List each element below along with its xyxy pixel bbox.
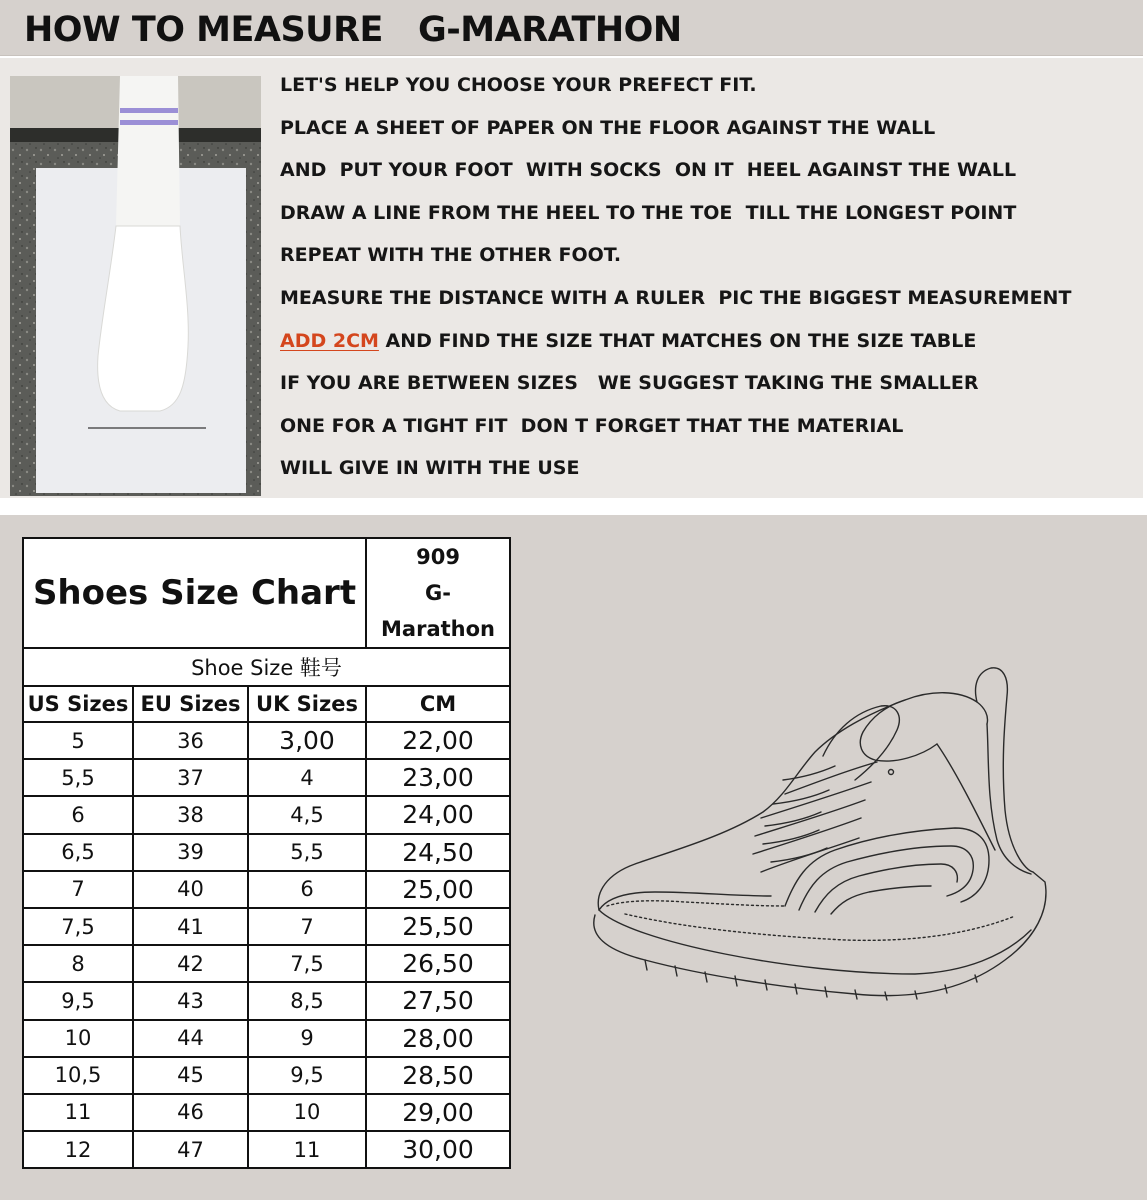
instruction-line: LET'S HELP YOU CHOOSE YOUR PREFECT FIT. <box>280 74 757 96</box>
instruction-line: REPEAT WITH THE OTHER FOOT. <box>280 244 622 267</box>
model-number: 909 <box>416 545 460 569</box>
column-header-uk: UK Sizes <box>248 686 366 722</box>
cm-size: 24,00 <box>366 796 510 833</box>
cm-size: 28,00 <box>366 1020 510 1057</box>
table-row <box>23 1057 510 1094</box>
us-size: 9,5 <box>23 982 133 1019</box>
column-header-cm: CM <box>366 686 510 722</box>
eu-size: 38 <box>133 796 248 833</box>
eu-size: 46 <box>133 1094 248 1131</box>
table-row <box>23 759 510 796</box>
instruction-line: DRAW A LINE FROM THE HEEL TO THE TOE TILL THE LONGEST POINT <box>280 201 1017 224</box>
uk-size: 3,00 <box>248 722 366 759</box>
eu-size: 44 <box>133 1020 248 1057</box>
uk-size: 9 <box>248 1020 366 1057</box>
cm-size: 29,00 <box>366 1094 510 1131</box>
instruction-text <box>280 72 1140 498</box>
cm-size: 23,00 <box>366 759 510 796</box>
uk-size: 10 <box>248 1094 366 1131</box>
us-size: 10 <box>23 1020 133 1057</box>
cm-size: 24,50 <box>366 834 510 871</box>
uk-size: 7,5 <box>248 945 366 982</box>
foot-on-paper-photo <box>10 76 261 496</box>
cm-size: 25,00 <box>366 871 510 908</box>
us-size: 7 <box>23 871 133 908</box>
eu-size: 45 <box>133 1057 248 1094</box>
table-row <box>23 1131 510 1168</box>
sneaker-line-drawing <box>585 660 1055 1020</box>
cm-size: 25,50 <box>366 908 510 945</box>
uk-size: 5,5 <box>248 834 366 871</box>
uk-size: 6 <box>248 871 366 908</box>
us-size: 8 <box>23 945 133 982</box>
model-name-2: Marathon <box>381 617 495 641</box>
eu-size: 39 <box>133 834 248 871</box>
cm-size: 26,50 <box>366 945 510 982</box>
uk-size: 4 <box>248 759 366 796</box>
table-row <box>23 871 510 908</box>
cm-size: 27,50 <box>366 982 510 1019</box>
us-size: 10,5 <box>23 1057 133 1094</box>
column-header-eu: EU Sizes <box>133 686 248 722</box>
instruction-line: IF YOU ARE BETWEEN SIZES WE SUGGEST TAKING THE SMALLER <box>280 372 979 395</box>
us-size: 7,5 <box>23 908 133 945</box>
instructions-panel <box>0 58 1143 498</box>
us-size: 5,5 <box>23 759 133 796</box>
us-size: 12 <box>23 1131 133 1168</box>
cm-size: 28,50 <box>366 1057 510 1094</box>
instruction-line <box>280 328 1140 371</box>
add-2cm-highlight: ADD 2CM <box>280 329 379 352</box>
uk-size: 8,5 <box>248 982 366 1019</box>
uk-size: 11 <box>248 1131 366 1168</box>
table-row <box>23 722 510 759</box>
shoe-size-subtitle: Shoe Size 鞋号 <box>23 648 510 686</box>
cm-size: 30,00 <box>366 1131 510 1168</box>
table-row <box>23 796 510 833</box>
table-row <box>23 1020 510 1057</box>
instruction-line-rest: AND FIND THE SIZE THAT MATCHES ON THE SIZE TABLE <box>378 329 977 352</box>
instruction-line: WILL GIVE IN WITH THE USE <box>280 457 580 480</box>
instruction-line: MEASURE THE DISTANCE WITH A RULER PIC THE BIGGEST MEASUREMENT <box>280 286 1072 309</box>
instruction-line: PLACE A SHEET OF PAPER ON THE FLOOR AGAINST THE WALL <box>280 116 936 139</box>
header-band <box>0 0 1143 56</box>
table-row <box>23 1094 510 1131</box>
instruction-line: ONE FOR A TIGHT FIT DON T FORGET THAT THE MATERIAL <box>280 414 904 437</box>
us-size: 6,5 <box>23 834 133 871</box>
cm-size: 22,00 <box>366 722 510 759</box>
table-row <box>23 834 510 871</box>
instruction-line: AND PUT YOUR FOOT WITH SOCKS ON IT HEEL AGAINST THE WALL <box>280 159 1017 182</box>
column-header-us: US Sizes <box>23 686 133 722</box>
size-chart-table <box>22 537 511 1169</box>
eu-size: 40 <box>133 871 248 908</box>
eu-size: 43 <box>133 982 248 1019</box>
size-chart-title: Shoes Size Chart <box>23 538 366 648</box>
table-row <box>23 908 510 945</box>
eu-size: 36 <box>133 722 248 759</box>
us-size: 5 <box>23 722 133 759</box>
model-name-1: G- <box>425 581 451 605</box>
uk-size: 7 <box>248 908 366 945</box>
eu-size: 37 <box>133 759 248 796</box>
table-row <box>23 945 510 982</box>
eu-size: 41 <box>133 908 248 945</box>
us-size: 6 <box>23 796 133 833</box>
eu-size: 42 <box>133 945 248 982</box>
us-size: 11 <box>23 1094 133 1131</box>
eu-size: 47 <box>133 1131 248 1168</box>
table-row <box>23 982 510 1019</box>
uk-size: 9,5 <box>248 1057 366 1094</box>
uk-size: 4,5 <box>248 796 366 833</box>
page-title: HOW TO MEASURE G-MARATHON <box>24 10 682 50</box>
model-cell <box>366 538 510 648</box>
